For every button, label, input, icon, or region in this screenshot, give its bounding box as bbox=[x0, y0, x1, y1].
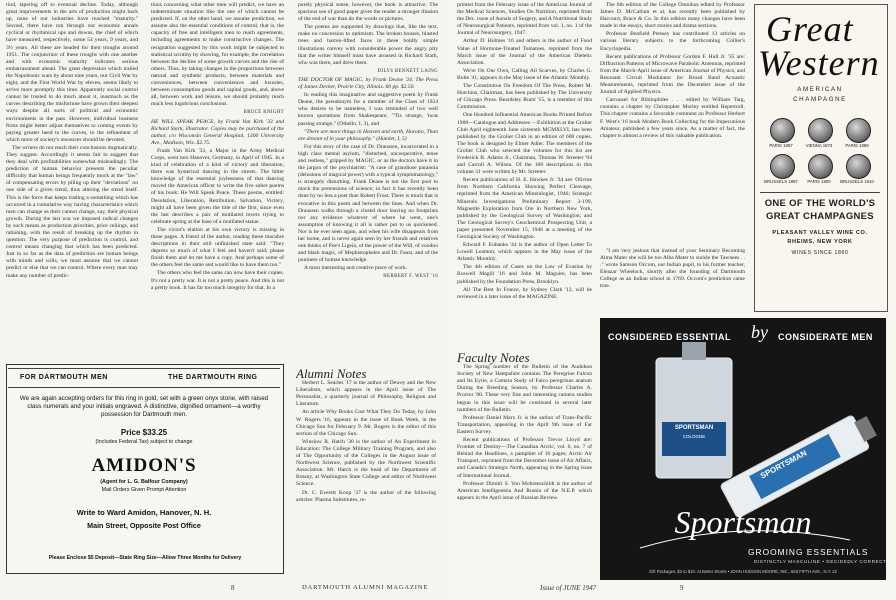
paragraph: For this story of the case of Dr. Draussen, incarcerated in a high class mental asylum, "disturbed, uncooperative, tense and restless," gripped by MAGIC, or as the doctors have it in the jargon of the psychiatrist: "A case of grandiose paranoia (delusions of magical power) with a typical symptomatology," is strangely disturbing. Frank Deane is not the first poet to mock the pretensions of science; in fact it has recently been done by no less a poet than Robert Frost. There is much that is evocative in this poem and between the lines. And when Dr. Draussen walks through a closed door leaving no footprints nor any evidence whatever of where he went, one's assumption of knowing it all is rather put to us quickened. Nor is he ever seen again, and when his wife disappears from her home, and is never again seen by her friends and relatives one thinks of Poe's Ligeia, of the power of the Will, of voodoo and black magic, of Mephistopheles and Dr. Faust, and of the puniness of human knowledge. bbox=[298, 143, 438, 264]
signature: DILYS BENNETT LAING bbox=[377, 68, 438, 74]
ad-company: AMIDON'S bbox=[91, 455, 197, 476]
paragraph: tions concerning what other men will predict, we have an indeterminate situation like the one of which cannot be predicted. If, on the other hand, we assume prediction, we assume also the essential conditions of control, that is, the capacity of free and intelligent men to reach agreements, including agreements to make constructive changes. The resignation suggested by this work might be subjected to statistical scrutiny by showing, for example, the correlation between the decline of some growth curves and the rise of others. Thus, by taking changes in the proportions between natural and synthetic products, between materials and conveniences, between conveniences and luxuries, between consumption goods and capital goods, and, above all, between work and leisure, we should probably reach much less lugubrious conclusions. bbox=[151, 2, 284, 108]
sportsman-tag-left: CONSIDERED ESSENTIAL bbox=[608, 332, 732, 342]
brand-title-western: Western bbox=[758, 43, 880, 83]
sportsman-tagline: DISTINCTLY MASCULINE • DECIDEDLY CORRECT bbox=[754, 559, 887, 564]
review-heading: THE DOCTOR OF MAGIC, by Frank Deane '24. The Press of James Decker, Prairie City, Illinois. 60 pp. $2.50. bbox=[298, 76, 438, 91]
medal-icon bbox=[770, 154, 795, 179]
occom-quote bbox=[600, 248, 745, 312]
paragraph: The poems are supported by drawings that, like the text, make no concession to optimism. The broken houses, blasted trees and barren-lifted faces in these boldly simple illustrations convey with considerable power the angry pity that the writer himself must have aroused in Richard Stark, who was there, and drew them. bbox=[298, 24, 438, 66]
brand-title-great: Great bbox=[766, 9, 854, 49]
paragraph: We're On Our Own, Calling All Scarves, by Charles G. Bolte '41, appears in the May issue of the Atlantic Monthly. bbox=[457, 67, 592, 81]
ad-top-rule bbox=[8, 368, 280, 369]
right-col2 bbox=[600, 2, 745, 228]
ad-company-sub: (Agent for L. G. Balfour Company) bbox=[100, 479, 188, 485]
section-title: Alumni Notes bbox=[296, 368, 367, 381]
left-col2 bbox=[151, 2, 284, 357]
faculty-notes bbox=[457, 352, 592, 580]
ad-address2: Main Street, Opposite Post Office bbox=[87, 521, 201, 530]
grooming-essentials: GROOMING ESSENTIALS bbox=[748, 547, 869, 557]
medal-label: BRUSSELS 1910 bbox=[840, 179, 874, 184]
paragraph: Recent publications of Professor Gordon F. Hull Jr. '35 are: Diffraction Patterns of Microwave Parabolic Antennas, reprinted from the March-April issue of American Journal of Physics, and Resonant Circuit Modulator for Broad Band Acoustic Measurements, reprinted from the December issue of the Journal of Applied Physics. bbox=[600, 53, 745, 96]
medal-label: VIENNA 1873 bbox=[805, 143, 833, 148]
gw-rule bbox=[760, 192, 880, 193]
ad-heading-left: FOR DARTMOUTH MEN bbox=[20, 374, 108, 381]
ad-heading-right: THE DARTMOUTH RING bbox=[168, 374, 258, 381]
ad-tax-note: (Includes Federal Tax) subject to change bbox=[95, 439, 193, 445]
bottle-label: SPORTSMAN bbox=[674, 425, 714, 431]
page-number-left: 8 bbox=[231, 584, 235, 592]
left-col3 bbox=[298, 2, 438, 360]
paragraph: In reading this imaginative and suggestive poem by Frank Deane, the pseudonym for a member of the Class of 1924 who desires to be nameless, I was reminded of two well known quotations from Shakespeare, "'Tis strange, 'twas passing strange," (Othello, I, 3), and bbox=[298, 92, 438, 127]
paragraph: Frank Van Kirk '33, a Major in the Army Medical Corps, went into Hanover, Germany, in April of 1945. In a kind of celebration of a kind of victory and liberation, there was hysterical dancing in the streets. The bitter knowledge of the essential joylessness of that dancing moved the American officer to write the five sober poems of his book: He Will Speak Peace. These poems, entitled: Desolation, Liberation, Retribution, Salvation, Victory, might all have been given the title of the first, since even the last describes a pair of mutilated lovers trying to celebrate spring at the base of a mutilated statue. bbox=[151, 147, 284, 225]
medal-label: PARIS 1867 bbox=[769, 143, 793, 148]
gw-tagline2: GREAT CHAMPAGNES bbox=[766, 211, 874, 222]
issue-date: Issue of JUNE 1947 bbox=[540, 584, 597, 592]
paragraph: purely physical sense, however, the book is attractive. The spacious use of good paper gives the reader a stronger illusion of the end of war than do the words or pictures. bbox=[298, 2, 438, 23]
gw-since: WINES SINCE 1860 bbox=[791, 250, 849, 256]
section-title: Faculty Notes bbox=[457, 352, 530, 365]
paragraph: "There are more things in Heaven and earth, Horatio, Than are dreamt of in your philosophy." (Hamlet, I, 5) bbox=[298, 128, 438, 142]
paragraph: The 6th edition of the College Omnibus edited by Professor James D. McCallum et al, has recently been published by Harcourt, Brace & Co. In this edition many changes have been made in the essays, short stories and drama sections. bbox=[600, 2, 745, 30]
paragraph: The 4th edition of Cases on the Law of Evasion by Roswell Magill '16 and John M. Maguire, has been published by the Foundation Press, Brooklyn. bbox=[457, 264, 592, 285]
signature: BRUCE KNIGHT bbox=[243, 110, 284, 116]
paragraph: Dr. C. Everett Koop '37 is the author of the following articles: Plasma Substitutes, re- bbox=[296, 489, 436, 503]
ad-company-sub2: Mail Orders Given Prompt Attention bbox=[101, 487, 187, 493]
medal-icon bbox=[808, 154, 833, 179]
paragraph: Winslow R. Hatch '30 is the author of An Experiment in Education: The College Military Training Program, and also of The Opportunity of the Colleges in the August issue of Northwest Science, published by the Northwest Scientific Association. Mr. Hatch is the head of the Department of Botany, at Washington State College and editor of Northwest Science. bbox=[296, 438, 436, 488]
medal-icon bbox=[846, 118, 871, 143]
page-number-right: 9 bbox=[680, 584, 684, 592]
left-col1 bbox=[6, 2, 138, 357]
signature: HERBERT F. WEST '16 bbox=[383, 274, 438, 280]
paragraph: printed from the February issue of the American Journal of the Medical Sciences, Studies On Nutrition, reprinted from the Dec. issue of Annals of Surgery, and A Nutritional Study of Neurosurgical Patients, reprinted from vol. 1, no. 1 of the Journal of Neurosurgery, 1947. bbox=[457, 2, 592, 37]
paragraph: Herbert L. Searles '17 is the author of Dewey and the New Liberalism, which appears in the April issue of The Personalist, a quarterly journal of Philosophy, Religion and Literature. bbox=[296, 380, 436, 408]
review-heading: HE WILL SPEAK PEACE, by Frank Van Kirk '33 and Richard Stark, illustrator. Copies may be purchased of the author, c/o Wisconsin General Hospital, 1300 University Ave., Madison, Wis. $2.75. bbox=[151, 118, 284, 146]
paragraph: Edward F. Eubanks '44 is the author of Open Letter To Lowell Leamon, which appears in the May issue of the Atlantic Monthly. bbox=[457, 242, 592, 263]
paragraph: Recent publications of Professor Trevor Lloyd are: Frontier of Destiny—The Canadian Arctic, vol. 6, no. 7 of Behind the Headlines, a pamphlet of 16 pages; Arctic Air Transport, reprinted from the December issue of Air Affairs, and Canada's Strategic North, appearing in the Spring issue of International Journal. bbox=[457, 437, 592, 479]
gw-company1: PLEASANT VALLEY WINE CO. bbox=[772, 230, 868, 236]
brand-subtitle-champagne: CHAMPAGNE bbox=[793, 96, 847, 103]
gw-tagline1: ONE OF THE WORLD'S bbox=[764, 198, 876, 209]
ad-price: Price $33.25 bbox=[120, 428, 168, 437]
paragraph: riod, tapering off to eventual decline. Today, although great improvements in the arts of production might back up, none of our industries have reached "maturity." Second, there have run through our economic annals cyclical or rhythmical ups and downs, the chief of which have measured, respectively, some 54 years, 9 years, and 3½ years. All these are headed for their troughs around 1951. The conjuncture of these troughs with one another and with economic maturity indicates serious embarrassment ahead. The great depression which trailed the Napoleonic wars by about nine years, our Civil War by eight, and the First World War by eleven, seems likely to arrive more promptly this time. Apparently social control cannot be trusted to do much about it, inasmuch as the curves describing the misfortune have grown their deepest ways despite all sorts of political and economic environments in the past. However, individual business firms might better adjust themselves to coming events by paying greater heed to the curves, to the refinement of which more of society's resources should be devoted. bbox=[6, 2, 138, 143]
ad-body-text: We are again accepting orders for this ring in gold, set with a green onyx stone, with raised class numerals and your initials engraved. A distinctive, dignified ornament—a worthy possession for Dartmouth men. bbox=[19, 395, 269, 418]
tube-label: SPORTSMAN bbox=[758, 448, 809, 481]
cologne-bottle bbox=[656, 358, 732, 478]
paragraph: Carrousel for Bibliophiles . . . edited by William Targ, contains a chapter by Christopher Morley entitled Repertoril. This chapter contains a favorable comment on Professor Herbert F. West's '16 book Modern Book Collecting for the Impecunious Amateur, published a few years since. As a matter of fact, the chapter is almost a review of this valuable publication. bbox=[600, 97, 745, 139]
paragraph: One Hundred Influential American Books Printed Before 1900—Catalogue and Addresses —Exhibition at the Grolier Club April eighteenth June sixteenth MCMXLVI, has been published by the Grolier Club in an edition of 600 copies. The book is designed by Elmer Adler. The members of the Grolier Club who selected the volumes for this list are Frederick B. Adams Jr., Chairman, Thomas W. Streeter '04 and Carroll A. Wilson. Of the 100 descriptions in this volume 31 were written by Mr. Streeter. bbox=[457, 112, 592, 176]
ad-address1: Write to Ward Amidon, Hanover, N. H. bbox=[76, 508, 212, 517]
paragraph: "I am very jealous that instead of your Seminary Becoming Alma Mater she will be too Alba Mater to suckle the Tawnees . . ." wrote Samson Occom, our Indian pupil, to his former teacher, Eleazar Wheelock, shortly after the founding of Dartmouth College as an Indian school in 1769. Occom's prediction came true. bbox=[600, 248, 745, 290]
sportsman-tag-right: CONSIDERATE MEN bbox=[778, 332, 873, 342]
ad-footer-note: Please Enclose $5 Deposit—State Ring Size—Allow Three Months for Delivery bbox=[48, 555, 242, 561]
sportsman-script: Sportsman bbox=[674, 504, 812, 540]
medal-label: PARIS 1889 bbox=[845, 143, 869, 148]
paragraph: A most interesting and creative piece of work. bbox=[304, 265, 408, 272]
sportsman-tag-by: by bbox=[751, 322, 768, 342]
alumni-notes bbox=[296, 368, 436, 580]
paragraph: The writers do not reach their conclusions dogmatically. They suggest. Accordingly it seems fair to suggest that they deal with profitabilities somewhat misleadingly. The prediction of human behavior presents the peculiar difficulty that human beings frequently mock at the "law" of compensating errors by piling up their "deviations" on one side of a given trend, thus altering the trend itself. This is the force that keeps trading a something which has occurred in a cumulative way having characteristics which men can change as their cannot change, say, their physical growth. During the last war we imposed radical changes by such means as production priorities, price ceilings, and rationing, with the result of breaking up the rhythm in question. The very purpose of prediction is control, and control means changing that which has been predicted. Just in so far as the data of prediction are human beings with minds and wills, we must assume that we cannot predict or else that we can control. Where every man may make any number of predic- bbox=[6, 144, 138, 279]
medal-icon bbox=[846, 154, 871, 179]
paragraph: The victor's elation at his own victory is missing in these pages. A friend of the author, reading these macabre descriptions in their still unfinished state said: "They depress so much of what I feel and haven't said; please finish them and let me have a copy. And perhaps some of the others feel the same and would like to have them too." bbox=[151, 226, 284, 269]
paragraph: The Constitution On Freedom Of The Press, Robert M. Hutchins, Chairman, has been published by The University of Chicago Press. Beardsley Ruml '15, is a member of this Commission. bbox=[457, 83, 592, 111]
medal-label: PARIS 1900 bbox=[807, 179, 831, 184]
medal-icon bbox=[770, 118, 795, 143]
paragraph: The Spring number of the Bulletin of the Audubon Society of New Hampshire contains The Peregrine Falcon and Its Eyrie, a Camera Study of Falco peregrinus anatum During the Breeding Season, by Professor Charles A. Proctor '00. These very fine and interesting camera studies begun in this issue will be continued in several later numbers of the Bulletin. bbox=[457, 364, 592, 413]
paragraph: Professor Benfield Pressey has contributed 13 articles on various literary subjects to the forthcoming Collier's Encyclopedia. bbox=[600, 31, 745, 52]
medal-label: BRUSSELS 1897 bbox=[764, 179, 798, 184]
paragraph: Professor Daniel Marx Jr. is the author of Trans-Pacific Transportation, appearing in the April 9th issue of Far Eastern Survey. bbox=[457, 414, 592, 435]
paragraph: Professor Dimitri S. Von Mohrenschildt is the author of American Intelligentsia And Russia of the N.E.P. which appears in the April issue of Russian Review. bbox=[457, 480, 592, 501]
gw-company2: RHEIMS, NEW YORK bbox=[787, 239, 853, 245]
paragraph: Recent publications of H. E. Hawkes Jr. '34 are: Olivine from Northern California Showing Perfect Cleavage, reprinted from the American Mineralogist, 1946; Strategic Minerals Investigations Preliminary Report 3-199, Magnetite Exploration from Ore in Northern New York, published by the Geological Survey of Washington; and The Geological Survey's Geochemical Prospecting Unit, a paper presented November 15, 1946 at a meeting of the Geological Society of Washington. bbox=[457, 177, 592, 240]
medal-icon bbox=[808, 118, 833, 143]
magazine-title: DARTMOUTH ALUMNI MAGAZINE bbox=[302, 584, 429, 591]
ad-rule bbox=[8, 387, 280, 388]
paragraph: All The Best In France, by Sydney Clark '12, will be reviewed in a later issue of the MAGAZINE. bbox=[457, 286, 592, 300]
paragraph: Arthur D. Holmes '16 and others is the author of Food Value of Hormone-Treated Tomatoes, reprinted from the March issue of the Journal of the American Dietetic Association. bbox=[457, 38, 592, 66]
right-col1 bbox=[457, 2, 592, 354]
paragraph: An article Why Books Cost What They Do Today, by John W. Rogers '16, appears in the issue of Book Week, in the Chicago Sun for February 9. Mr. Rogers is the editor of this section of the Chicago Sun. bbox=[296, 409, 436, 437]
bottle-label-sub: COLOGNE bbox=[682, 434, 706, 439]
paragraph: The others who feel the same can now have their copies. It's not a pretty war. It is not a pretty peace. And this is not a pretty book. It has far too much integrity for that. In a bbox=[151, 270, 284, 291]
sportsman-footer: Gift Packages, $2 to $10. At Better Stores • JOHN HUDSON MOORE, INC., 663 FIFTH AVE., N.Y. 22 bbox=[649, 569, 837, 574]
brand-subtitle-american: AMERICAN bbox=[797, 86, 843, 93]
